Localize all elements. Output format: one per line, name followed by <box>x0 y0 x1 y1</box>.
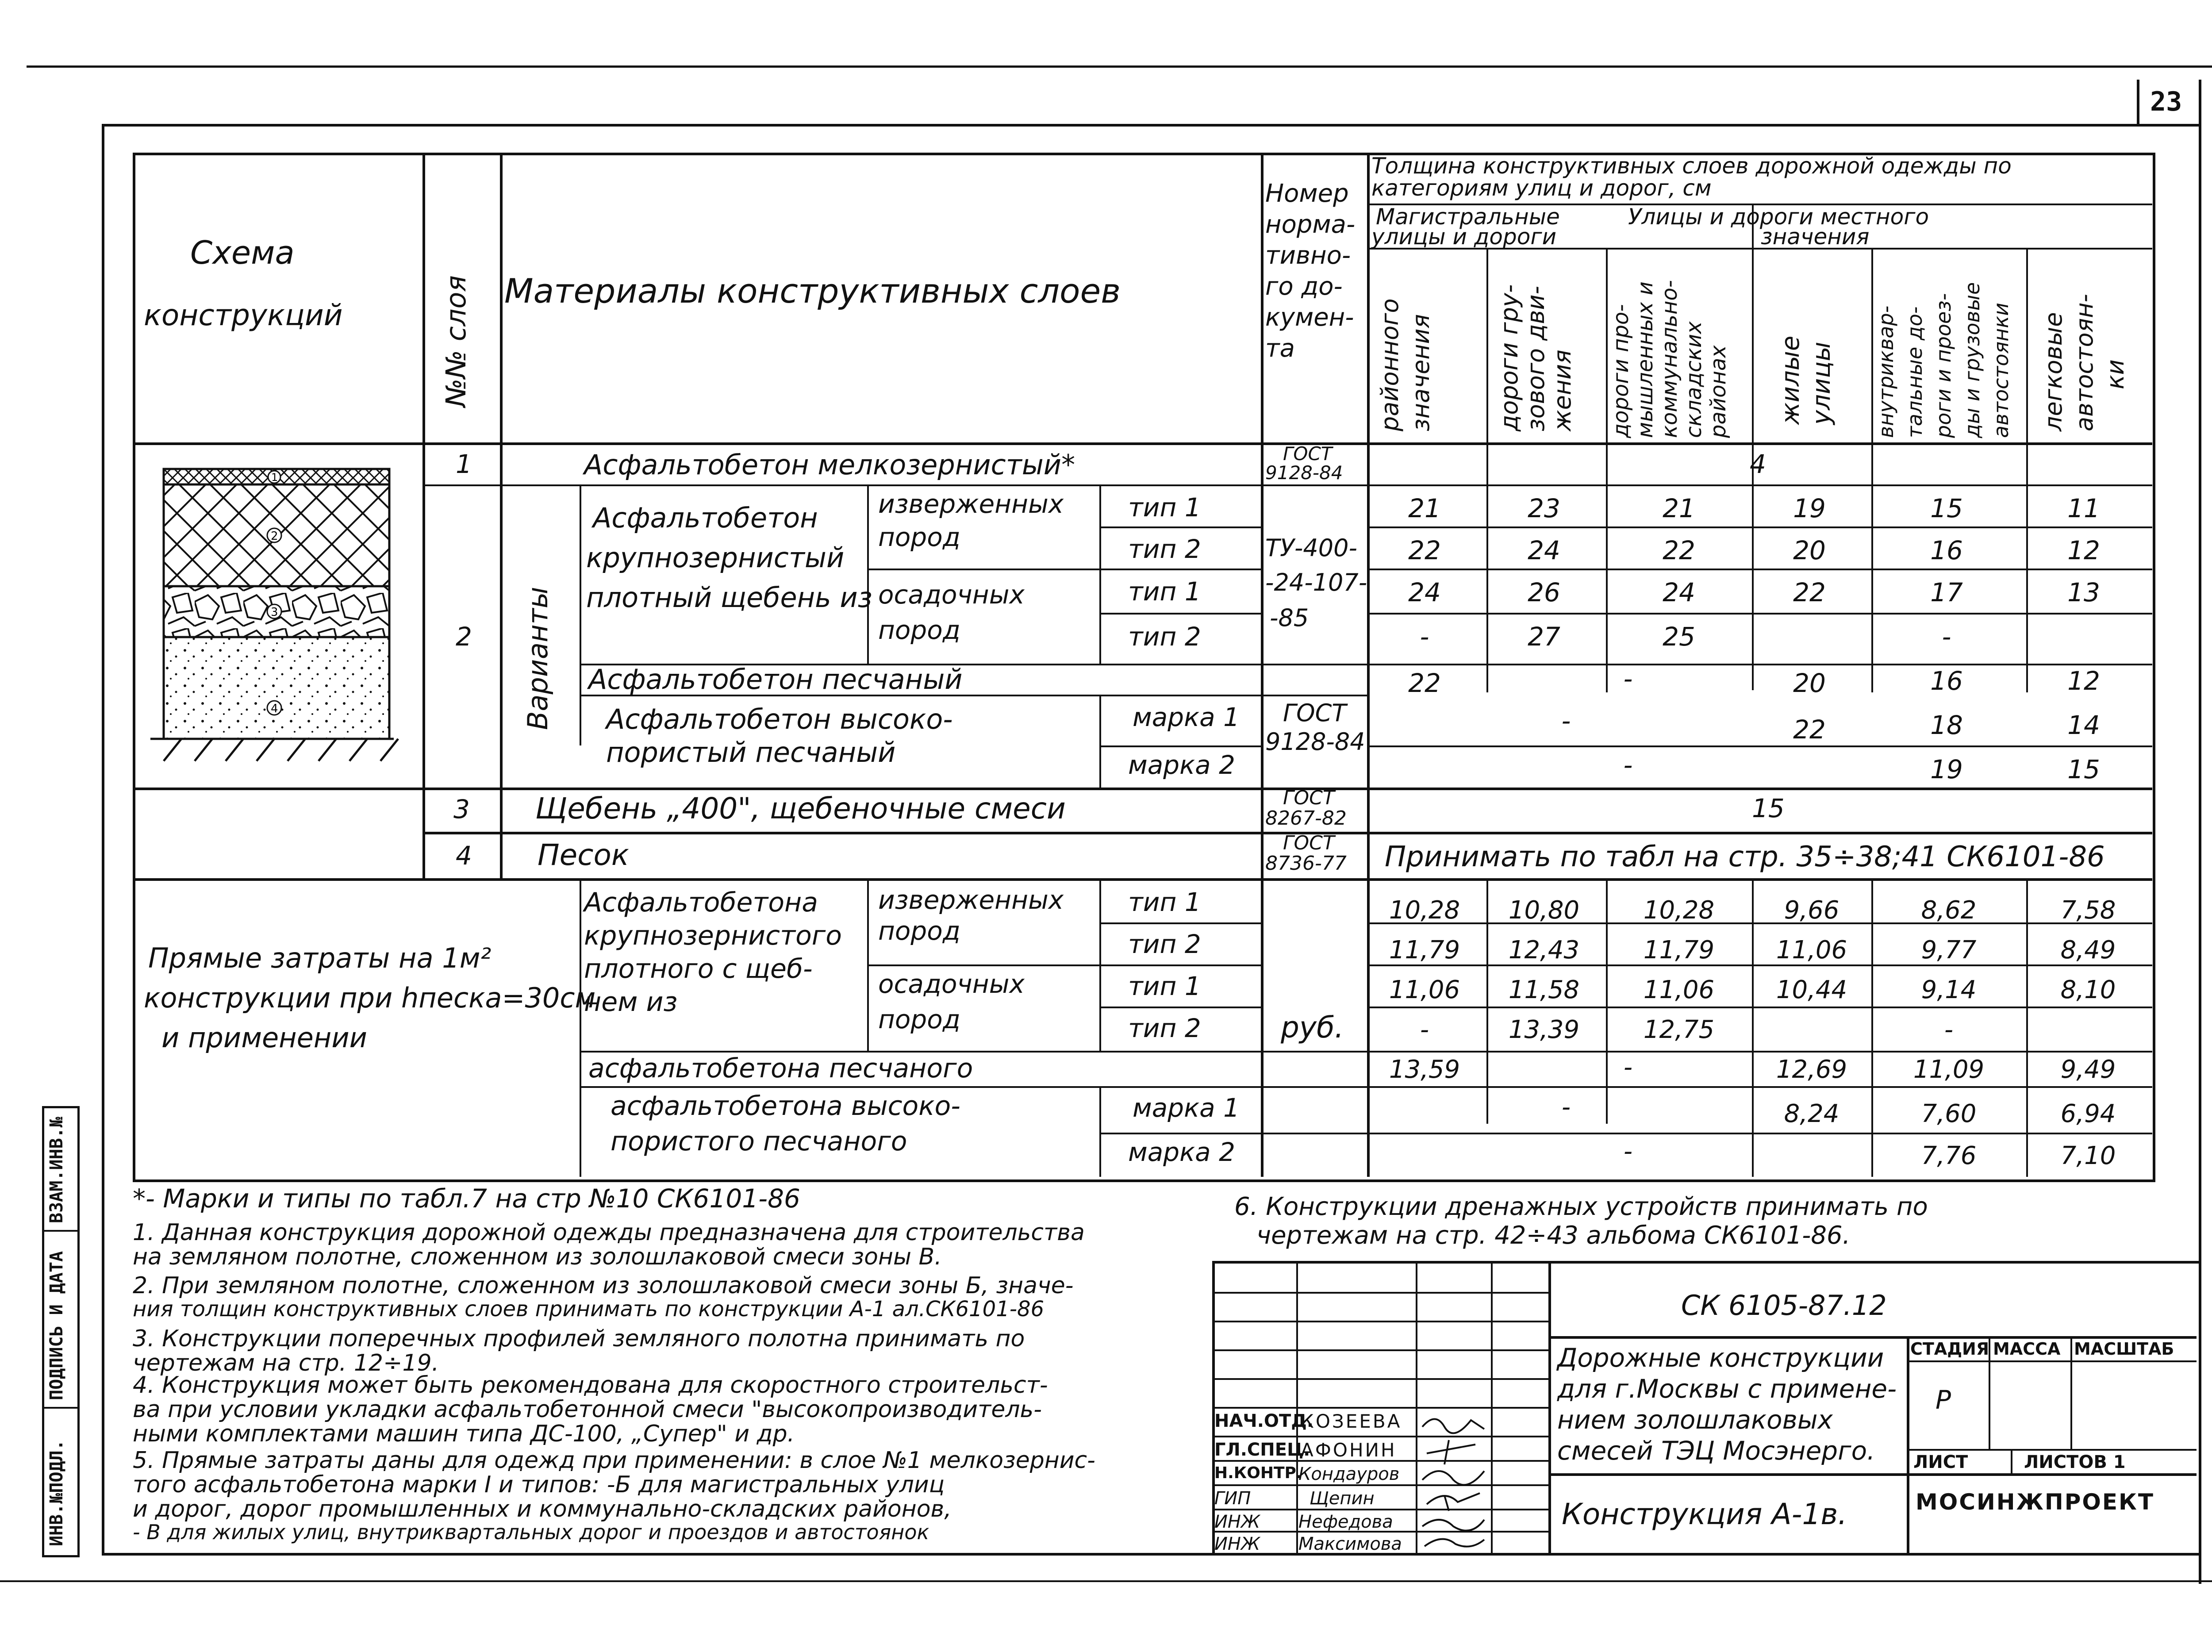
layer1-doc-1: ГОСТ <box>1283 443 1333 465</box>
porous-label-1: Асфальтобетон высоко- <box>606 703 953 735</box>
igneous-label-2: пород <box>878 522 960 552</box>
costs-type1-a: тип 1 <box>1128 887 1201 917</box>
note-1b: на земляном полотне, сложенном из золошлаковой смеси зоны В. <box>133 1244 942 1270</box>
layer1-no: 1 <box>456 449 472 479</box>
type1-a: тип 1 <box>1128 492 1201 522</box>
note-5d: - В для жилых улиц, внутриквартальных дорог и проездов и автостоянок <box>133 1520 929 1544</box>
mark2: марка 2 <box>1128 750 1236 780</box>
layer4-thickness: Принимать по табл на стр. 35÷38;41 СК6101-86 <box>1385 841 2105 873</box>
stamp-title-2: для г.Москвы с примене- <box>1557 1374 1897 1404</box>
costs-coarse-2: крупнозернистого <box>584 920 842 951</box>
col-header-1a: районного <box>1376 298 1404 431</box>
scale-label: МАСШТАБ <box>2074 1339 2174 1359</box>
costs-igneous-2: пород <box>878 916 960 946</box>
side-label-inv: ИНВ.№ПОДЛ. <box>46 1440 67 1546</box>
stamp-name-2: АФОНИН <box>1301 1439 1397 1461</box>
col-header-6b: автостоян- <box>2070 294 2098 431</box>
note-4c: ными комплектами машин типа ДС-100, „Супер" и др. <box>133 1421 795 1447</box>
construction-schema <box>146 451 407 805</box>
svg-text:1: 1 <box>271 471 278 484</box>
stamp-role-5: ИНЖ <box>1214 1512 1260 1532</box>
sheets-label: ЛИСТОВ 1 <box>2024 1452 2126 1472</box>
col-header-6c: ки <box>2101 359 2129 389</box>
mass-label: МАССА <box>1993 1339 2061 1359</box>
porous-doc-2: 9128-84 <box>1265 728 1365 756</box>
group-main-2: улицы и дороги <box>1371 224 1557 250</box>
costs-igneous-1: изверженных <box>878 885 1064 915</box>
note-6a: 6. Конструкции дренажных устройств принимать по <box>1234 1192 1928 1221</box>
col-header-2a: дороги гру- <box>1495 284 1523 431</box>
organization: МОСИНЖПРОЕКТ <box>1916 1489 2154 1515</box>
layer3-doc-2: 8267-82 <box>1265 807 1347 830</box>
scheme-title-2: конструкций <box>144 298 343 332</box>
side-label-vzam: ВЗАМ.ИНВ.№ <box>46 1117 67 1223</box>
stamp-title-4: смесей ТЭЦ Мосэнерго. <box>1557 1436 1875 1466</box>
stamp-role-3: Н.КОНТР. <box>1214 1464 1302 1482</box>
costs-mark2: марка 2 <box>1128 1137 1236 1167</box>
note-3a: 3. Конструкции поперечных профилей земляного полотна принимать по <box>133 1325 1025 1352</box>
group-local-2: значения <box>1761 224 1870 250</box>
variants-label: Варианты <box>522 587 554 730</box>
layer-no-header: №№ слоя <box>440 275 472 407</box>
note-5b: того асфальтобетона марки I и типов: -Б для магистральных улиц <box>133 1471 945 1498</box>
col-header-3e: районах <box>1706 345 1731 438</box>
stamp-name-5: Нефедова <box>1298 1512 1393 1532</box>
layer3-no: 3 <box>453 794 470 824</box>
col-header-2c: жения <box>1548 350 1576 431</box>
col-header-5a: внутриквар- <box>1874 305 1898 438</box>
costs-coarse-3: плотного с щеб- <box>584 953 813 984</box>
stamp-role-4: ГИП <box>1214 1488 1251 1509</box>
document-code: СК 6105-87.12 <box>1681 1289 1887 1322</box>
stage-label: СТАДИЯ <box>1910 1339 1989 1359</box>
note-6b: чертежам на стр. 42÷43 альбома СК6101-86. <box>1256 1221 1851 1250</box>
type1-b: тип 1 <box>1128 576 1201 607</box>
costs-title-1: Прямые затраты на 1м² <box>148 942 492 974</box>
col-header-3d: складских <box>1682 321 1706 438</box>
layer3-thickness: 15 <box>1752 793 1785 823</box>
note-3b: чертежам на стр. 12÷19. <box>133 1350 439 1376</box>
note-1a: 1. Данная конструкция дорожной одежды предназначена для строительства <box>133 1219 1085 1246</box>
note-2a: 2. При земляном полотне, сложенном из золошлаковой смеси зоны Б, значе- <box>133 1272 1074 1299</box>
mark1: марка 1 <box>1133 702 1240 732</box>
stamp-title-1: Дорожные конструкции <box>1557 1343 1884 1373</box>
col-header-5c: роги и проез- <box>1932 293 1955 438</box>
note-4a: 4. Конструкция может быть рекомендована для скоростного строительст- <box>133 1372 1048 1398</box>
thickness-title-1: Толщина конструктивных слоев дорожной одежды по <box>1371 153 2012 179</box>
coarse-doc-2: -24-107- <box>1265 569 1367 596</box>
thickness-title-2: категориям улиц и дорог, см <box>1371 175 1712 201</box>
col-header-5b: тальные до- <box>1903 306 1927 438</box>
porous-doc-1: ГОСТ <box>1283 699 1347 727</box>
layer4-no: 4 <box>456 841 472 871</box>
note-5c: и дорог, дорог промышленных и коммунально-складских районов, <box>133 1496 952 1522</box>
costs-type1-b: тип 1 <box>1128 971 1201 1001</box>
coarse-label-3: плотный щебень из <box>586 581 872 614</box>
type2-b: тип 2 <box>1128 622 1201 652</box>
stamp-name-1: КОЗЕЕВА <box>1301 1410 1402 1432</box>
costs-type2-b: тип 2 <box>1128 1013 1201 1043</box>
layer3-doc-1: ГОСТ <box>1283 787 1335 809</box>
side-label-sign: ПОДПИСЬ И ДАТА <box>46 1251 67 1400</box>
col-header-1b: значения <box>1407 314 1435 431</box>
costs-type2-a: тип 2 <box>1128 929 1201 959</box>
costs-title-2: конструкции при hпеска=30см <box>144 982 596 1014</box>
coarse-label-1: Асфальтобетон <box>593 502 818 534</box>
costs-coarse-1: Асфальтобетона <box>584 887 818 918</box>
costs-sand-label: асфальтобетона песчаного <box>588 1053 973 1084</box>
materials-header: Материалы конструктивных слоев <box>504 271 1121 311</box>
igneous-label-1: изверженных <box>878 489 1064 519</box>
col-header-4a: жилые <box>1776 335 1805 425</box>
costs-coarse-4: нем из <box>584 987 678 1018</box>
coarse-doc-3: -85 <box>1270 604 1309 632</box>
col-header-5e: автостоянки <box>1989 303 2013 438</box>
note-5a: 5. Прямые затраты даны для одежд при применении: в слое №1 мелкозернис- <box>133 1447 1095 1474</box>
svg-text:4: 4 <box>271 702 278 715</box>
note-4b: ва при условии укладки асфальтобетонной смеси "высокопроизводитель- <box>133 1396 1042 1423</box>
doc-no-header: Номер норма- тивно- го до- кумен- та <box>1265 179 1356 363</box>
type2-a: тип 2 <box>1128 534 1201 564</box>
signatures <box>1418 1409 1489 1551</box>
costs-sedimentary-1: осадочных <box>878 969 1025 999</box>
porous-label-2: пористый песчаный <box>606 736 896 768</box>
col-header-2b: зового дви- <box>1522 286 1550 431</box>
layer4-doc-1: ГОСТ <box>1283 832 1335 854</box>
col-header-5d: ды и грузовые <box>1960 282 1984 438</box>
layer4-doc-2: 8736-77 <box>1265 852 1347 875</box>
stamp-role-6: ИНЖ <box>1214 1534 1260 1554</box>
costs-porous-2: пористого песчаного <box>611 1126 907 1157</box>
col-header-4b: улицы <box>1807 342 1836 425</box>
stamp-role-1: НАЧ.ОТД. <box>1214 1411 1314 1431</box>
scheme-title-1: Схема <box>190 234 295 271</box>
col-header-6a: легковые <box>2039 312 2067 431</box>
group-local-1: Улицы и дороги местного <box>1628 204 1929 230</box>
note-star: *- Марки и типы по табл.7 на стр №10 СК6101-86 <box>133 1183 800 1214</box>
sand-asphalt-label: Асфальтобетон песчаный <box>588 663 963 695</box>
layer1-doc-2: 9128-84 <box>1265 462 1343 484</box>
col-header-3c: коммунально- <box>1657 280 1682 438</box>
construction-label: Конструкция А-1в. <box>1562 1497 1847 1531</box>
stamp-title-3: нием золошлаковых <box>1557 1405 1833 1435</box>
layer1-thickness: 4 <box>1750 449 1766 479</box>
costs-porous-1: асфальтобетона высоко- <box>611 1091 960 1122</box>
stamp-name-3: Кондауров <box>1298 1464 1400 1484</box>
layer3-name: Щебень „400", щебеночные смеси <box>535 791 1066 826</box>
stamp-name-4: Щепин <box>1310 1488 1375 1509</box>
col-header-3b: мышленных и <box>1633 281 1658 438</box>
group-main-1: Магистральные <box>1376 204 1560 230</box>
costs-title-3: и применении <box>161 1022 367 1054</box>
costs-sedimentary-2: пород <box>878 1004 960 1034</box>
svg-text:2: 2 <box>271 530 278 543</box>
svg-text:3: 3 <box>271 606 278 619</box>
coarse-doc-1: ТУ-400- <box>1265 534 1357 562</box>
sedimentary-label-1: осадочных <box>878 580 1025 610</box>
sedimentary-label-2: пород <box>878 615 960 645</box>
page-number: 23 <box>2150 86 2182 117</box>
stamp-name-6: Максимова <box>1298 1534 1402 1554</box>
costs-mark1: марка 1 <box>1133 1093 1240 1123</box>
note-2b: ния толщин конструктивных слоев принимать по конструкции А-1 ал.СК6101-86 <box>133 1297 1045 1322</box>
col-header-3a: дороги про- <box>1609 304 1633 438</box>
sheet-label: ЛИСТ <box>1913 1452 1968 1472</box>
coarse-label-2: крупнозернистый <box>586 542 845 574</box>
stamp-role-2: ГЛ.СПЕЦ. <box>1214 1440 1310 1460</box>
layer4-name: Песок <box>538 838 629 872</box>
stage-value: Р <box>1936 1385 1951 1415</box>
layer2-no: 2 <box>456 622 472 652</box>
layer1-name: Асфальтобетон мелкозернистый* <box>584 449 1075 481</box>
costs-unit: руб. <box>1281 1010 1344 1045</box>
